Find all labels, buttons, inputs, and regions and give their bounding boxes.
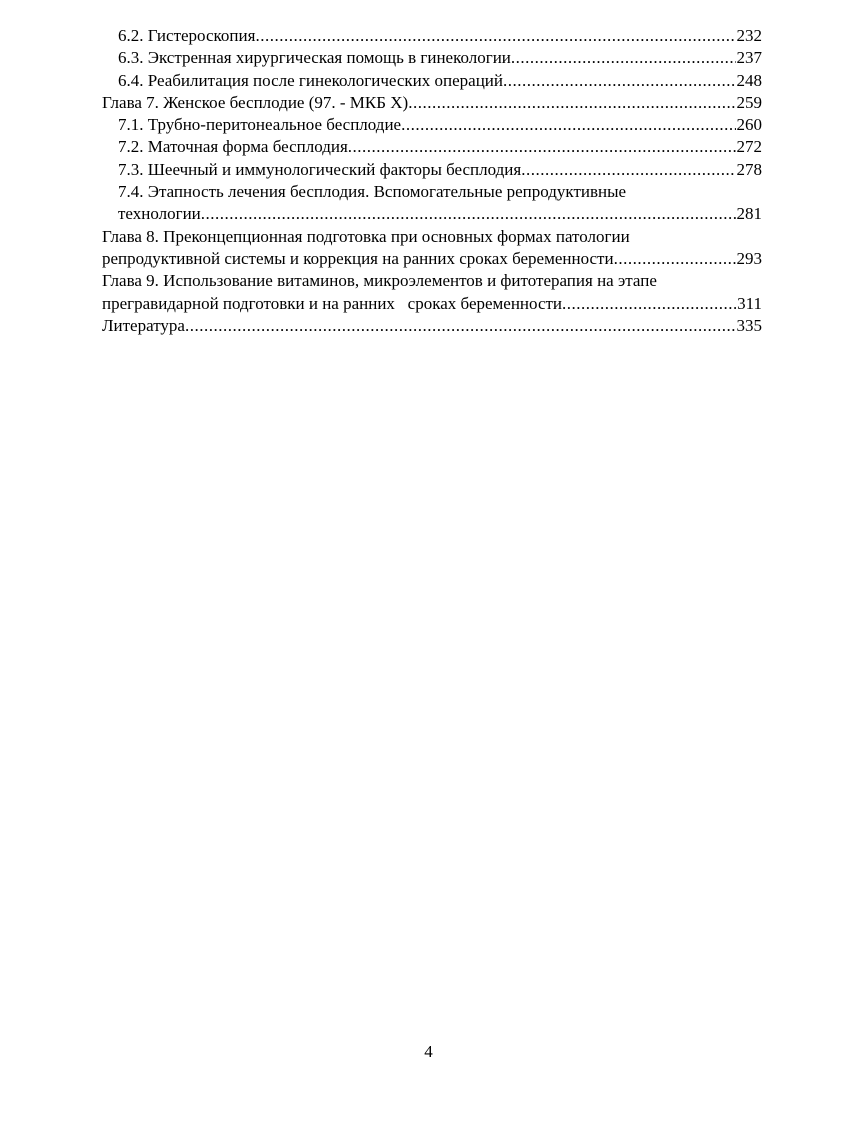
toc-entry-title: технологии xyxy=(118,204,201,224)
toc-entry-title-continuation xyxy=(102,248,762,270)
toc-entry-title: Глава 9. Использование витаминов, микроэлементов и фитотерапия на этапе xyxy=(102,271,657,291)
toc-dot-leader xyxy=(408,92,735,114)
toc-entry-title: 7.1. Трубно-перитонеальное бесплодие xyxy=(118,115,402,135)
toc-entry-literature[interactable] xyxy=(102,315,762,337)
toc-entry-page: 272 xyxy=(736,137,762,157)
toc-entry-chapter-7[interactable] xyxy=(102,92,762,114)
toc-dot-leader xyxy=(562,293,736,315)
toc-entry-chapter-8[interactable] xyxy=(102,226,762,271)
toc-dot-leader xyxy=(348,136,736,158)
toc-entry-title: 7.3. Шеечный и иммунологический факторы бесплодия xyxy=(118,159,522,179)
toc-entry-title: 6.4. Реабилитация после гинекологических операций xyxy=(118,70,503,90)
toc-entry-title-line xyxy=(102,270,762,292)
toc-entry-page: 237 xyxy=(736,48,762,68)
toc-entry-title-continuation xyxy=(102,293,762,315)
toc-entry-title: 7.2. Маточная форма бесплодия xyxy=(118,137,348,157)
toc-entry-title: Литература xyxy=(102,315,185,335)
toc-entry-6-3[interactable] xyxy=(102,47,762,69)
toc-entry-title: 6.2. Гистероскопия xyxy=(118,26,256,45)
toc-entry-title: Глава 8. Преконцепционная подготовка при основных формах патологии xyxy=(102,226,630,246)
toc-entry-page: 259 xyxy=(736,92,762,112)
toc-entry-page: 232 xyxy=(736,26,762,45)
toc-entry-title: Глава 7. Женское бесплодие (97. - МКБ X) xyxy=(102,92,409,112)
toc-entry-title: прегравидарной подготовки и на ранних сроках беременности xyxy=(102,293,563,313)
toc-entry-page: 248 xyxy=(736,70,762,90)
toc-entry-page: 278 xyxy=(736,159,762,179)
toc-dot-leader xyxy=(401,114,735,136)
toc-dot-leader xyxy=(614,248,736,270)
toc-entry-title: репродуктивной системы и коррекция на ранних сроках беременности xyxy=(102,248,614,268)
toc-dot-leader xyxy=(255,25,735,47)
toc-entry-7-4[interactable] xyxy=(102,181,762,226)
toc-entry-title-continuation xyxy=(102,203,762,225)
toc-entry-chapter-9[interactable] xyxy=(102,270,762,315)
toc-dot-leader xyxy=(521,159,735,181)
toc-entry-7-3[interactable] xyxy=(102,159,762,181)
toc-entry-page: 281 xyxy=(736,204,762,224)
toc-entry-title-line xyxy=(102,181,762,203)
toc-entry-7-1[interactable] xyxy=(102,114,762,136)
toc-entry-7-2[interactable] xyxy=(102,136,762,158)
toc-entry-title: 7.4. Этапность лечения бесплодия. Вспомогательные репродуктивные xyxy=(118,182,627,202)
page-number: 4 xyxy=(424,1042,433,1061)
toc-entry-page: 293 xyxy=(736,248,762,268)
toc-entry-6-2[interactable] xyxy=(102,25,762,47)
toc-entry-title-line xyxy=(102,226,762,248)
toc-dot-leader xyxy=(201,203,736,225)
toc-dot-leader xyxy=(511,47,736,69)
toc-entry-6-4[interactable] xyxy=(102,70,762,92)
table-of-contents xyxy=(102,25,762,337)
toc-dot-leader xyxy=(185,315,736,337)
toc-entry-page: 335 xyxy=(736,315,762,335)
toc-entry-title: 6.3. Экстренная хирургическая помощь в гинекологии xyxy=(118,48,511,68)
toc-entry-page: 311 xyxy=(737,293,762,313)
toc-entry-page: 260 xyxy=(736,115,762,135)
toc-dot-leader xyxy=(503,70,736,92)
